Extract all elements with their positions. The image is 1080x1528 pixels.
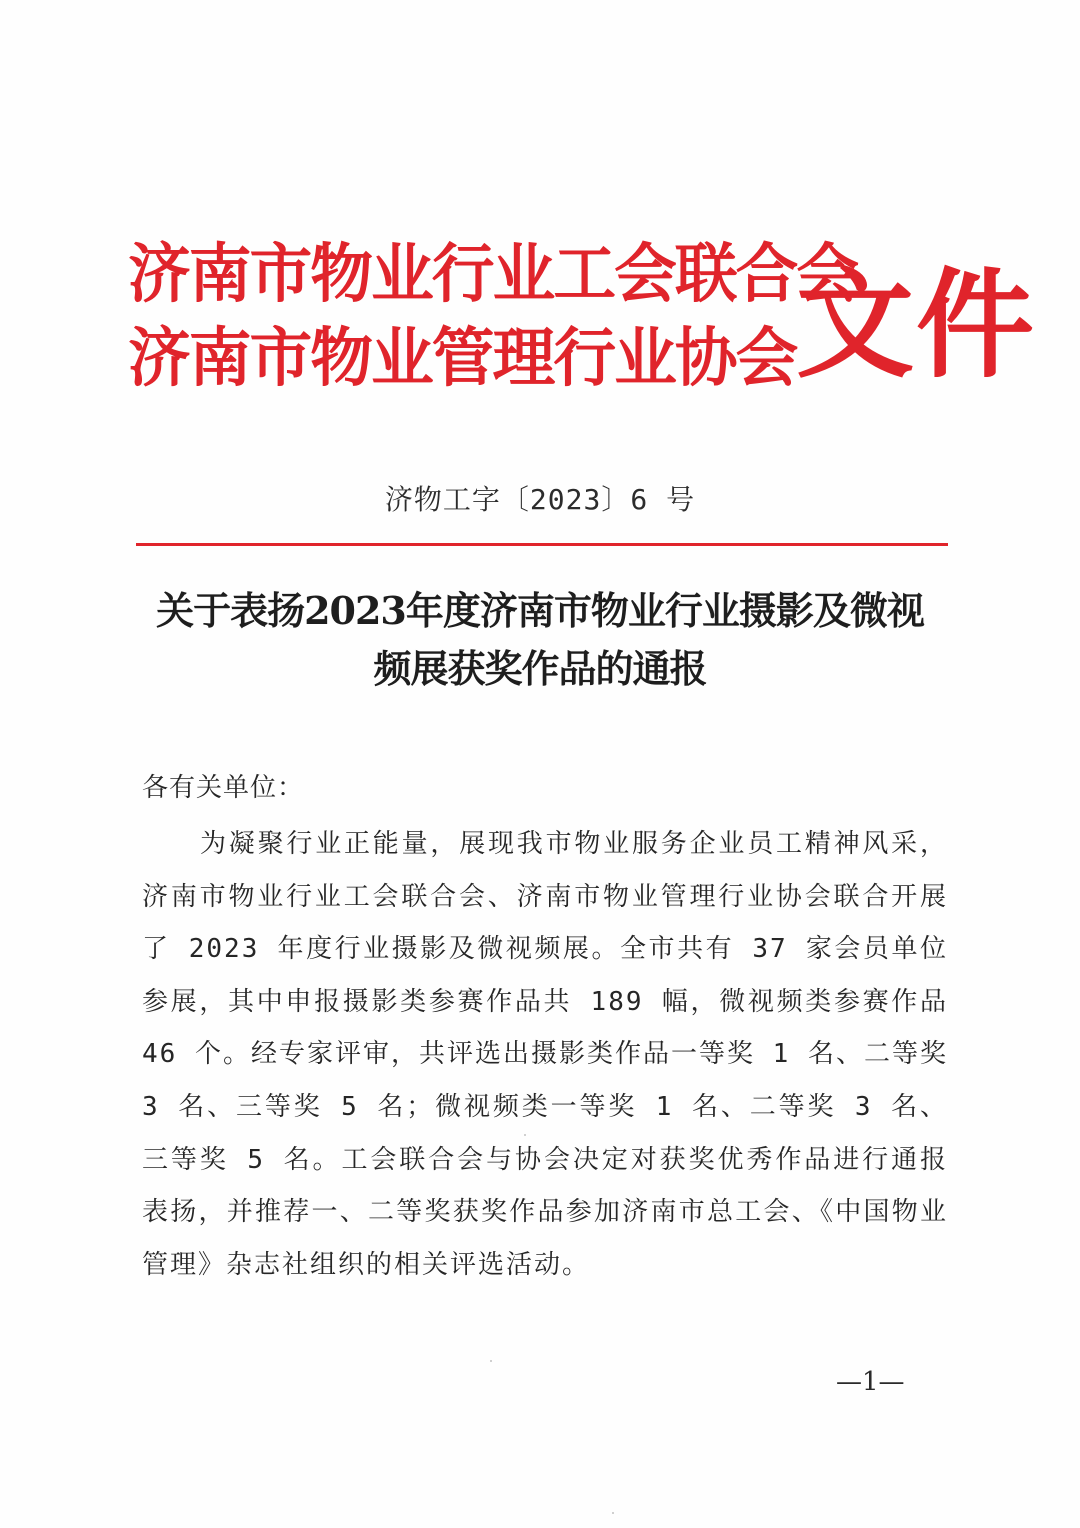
body-paragraph: 为凝聚行业正能量，展现我市物业服务企业员工精神风采，济南市物业行业工会联合会、济南市物业管理行业协会联合开展了 2023 年度行业摄影及微视频展。全市共有 37 家会员单位参展，其中申报摄影类参赛作品共 189 幅，微视频类参赛作品 46 个。经专家评审，共评选出摄影类作品一等奖 1 名、二等奖 3 名、三等奖 5 名；微视频类一等奖 1 名、二等奖 3 名、三等奖 5 名。工会联合会与协会决定对获奖优秀作品进行通报表扬，并推荐一、二等奖获奖作品参加济南市总工会、《中国物业管理》杂志社组织的相关评选活动。 (142, 829, 948, 1280)
scan-speck (524, 1134, 526, 1136)
red-divider-line (136, 543, 948, 546)
document-number: 济物工字〔2023〕6 号 (384, 483, 696, 516)
page-number: —1— (836, 1367, 905, 1397)
scan-speck (612, 1512, 614, 1514)
masthead-org-line-2: 济南市物业管理行业协会 (128, 321, 797, 396)
masthead-org-line-1: 济南市物业行业工会联合会 (128, 237, 858, 312)
title-line-2: 频展获奖作品的通报 (373, 646, 707, 691)
document-title (120, 582, 960, 698)
masthead-doc-type: 文件 (796, 255, 1037, 394)
scan-speck (490, 1360, 492, 1362)
title-line-1: 关于表扬2023年度济南市物业行业摄影及微视 (156, 588, 924, 633)
red-masthead (128, 232, 1037, 412)
salutation: 各有关单位： (142, 773, 305, 803)
document-body (142, 762, 948, 1291)
